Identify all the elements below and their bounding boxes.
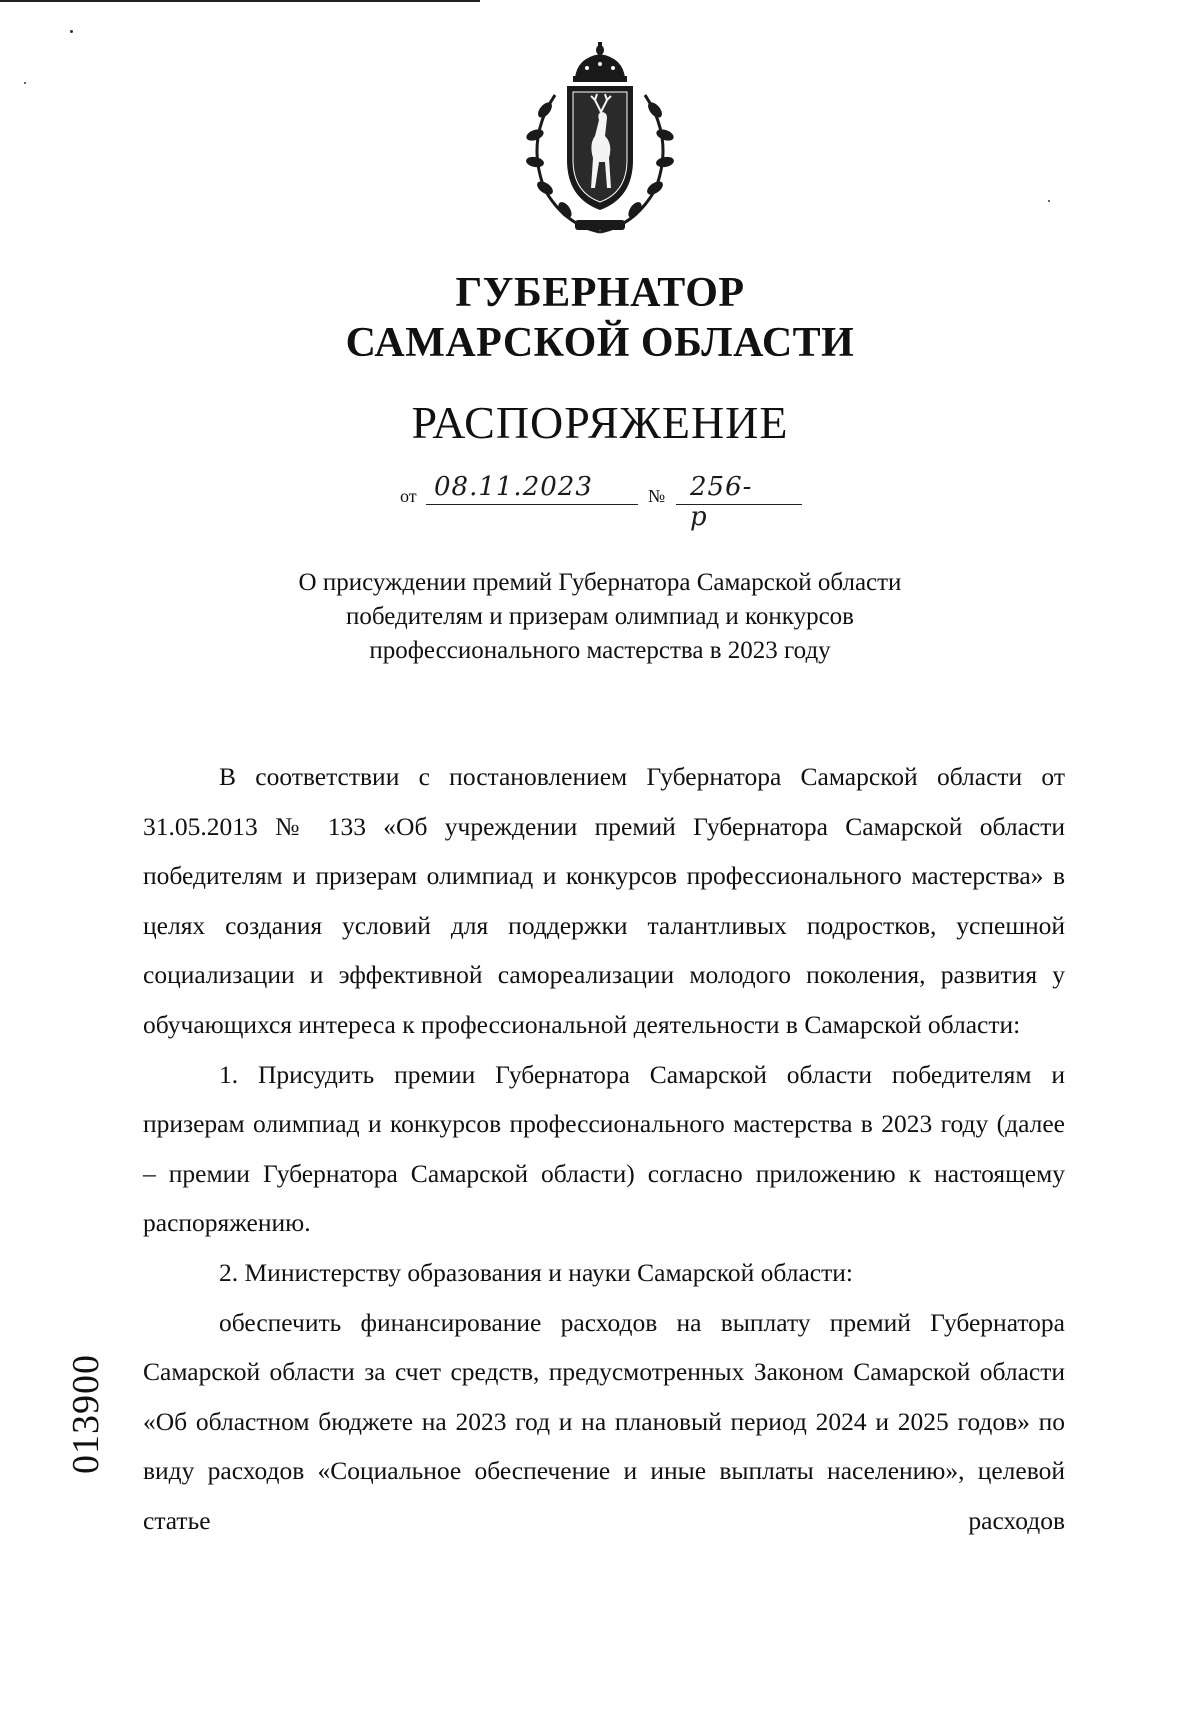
subject-line: О присуждении премий Губернатора Самарской области <box>298 569 902 596</box>
subject-line: профессионального мастерства в 2023 году <box>369 637 831 664</box>
item-1-paragraph: 1. Присудить премии Губернатора Самарской области победителям и призерам олимпиад и конкурсов профессионального мастерства в 2023 году (далее – премии Губернатора Самарской области) согласно приложению к настоящему распоряжению. <box>143 1059 1065 1238</box>
samara-oblast-coat-of-arms-icon <box>515 40 685 240</box>
number-label: № <box>648 486 666 506</box>
handwritten-number: 256-р <box>690 472 753 532</box>
date-from-label: от <box>400 486 417 506</box>
handwritten-date: 08.11.2023 <box>434 472 593 502</box>
document-body <box>143 752 1065 1546</box>
authority-title-line1: ГУБЕРНАТОР <box>455 270 745 316</box>
scan-speck <box>1048 200 1050 202</box>
scan-speck <box>70 30 73 33</box>
subject-line: победителям и призерам олимпиад и конкурсов <box>346 603 854 630</box>
preamble-paragraph: В соответствии с постановлением Губернатора Самарской области от 31.05.2013 № 133 «Об учреждении премий Губернатора Самарской области победителям и призерам олимпиад и конкурсов профессионального мастерства» в целях создания условий для поддержки талантливых подростков, успешной социализации и эффективной самореализации молодого поколения, развития у обучающихся интереса к профессиональной деятельности в Самарской области: <box>143 762 1065 1039</box>
document-type-title: РАСПОРЯЖЕНИЕ <box>411 397 789 448</box>
scan-top-rule <box>0 0 480 2</box>
scan-speck <box>24 82 26 84</box>
item-2-paragraph: 2. Министерству образования и науки Самарской области: <box>219 1257 854 1287</box>
authority-title-line2: САМАРСКОЙ ОБЛАСТИ <box>345 320 855 366</box>
document-subject <box>200 566 1000 668</box>
side-registration-number: 013900 <box>65 1354 107 1474</box>
item-2-subparagraph: обеспечить финансирование расходов на выплату премий Губернатора Самарской области за счет средств, предусмотренных Законом Самарской области «Об областном бюджете на 2023 год и на плановый период 2024 и 2025 годов» по виду расходов «Социальное обеспечение и иные выплаты населению», целевой статье расходов <box>143 1307 1065 1535</box>
date-underline <box>426 504 638 505</box>
